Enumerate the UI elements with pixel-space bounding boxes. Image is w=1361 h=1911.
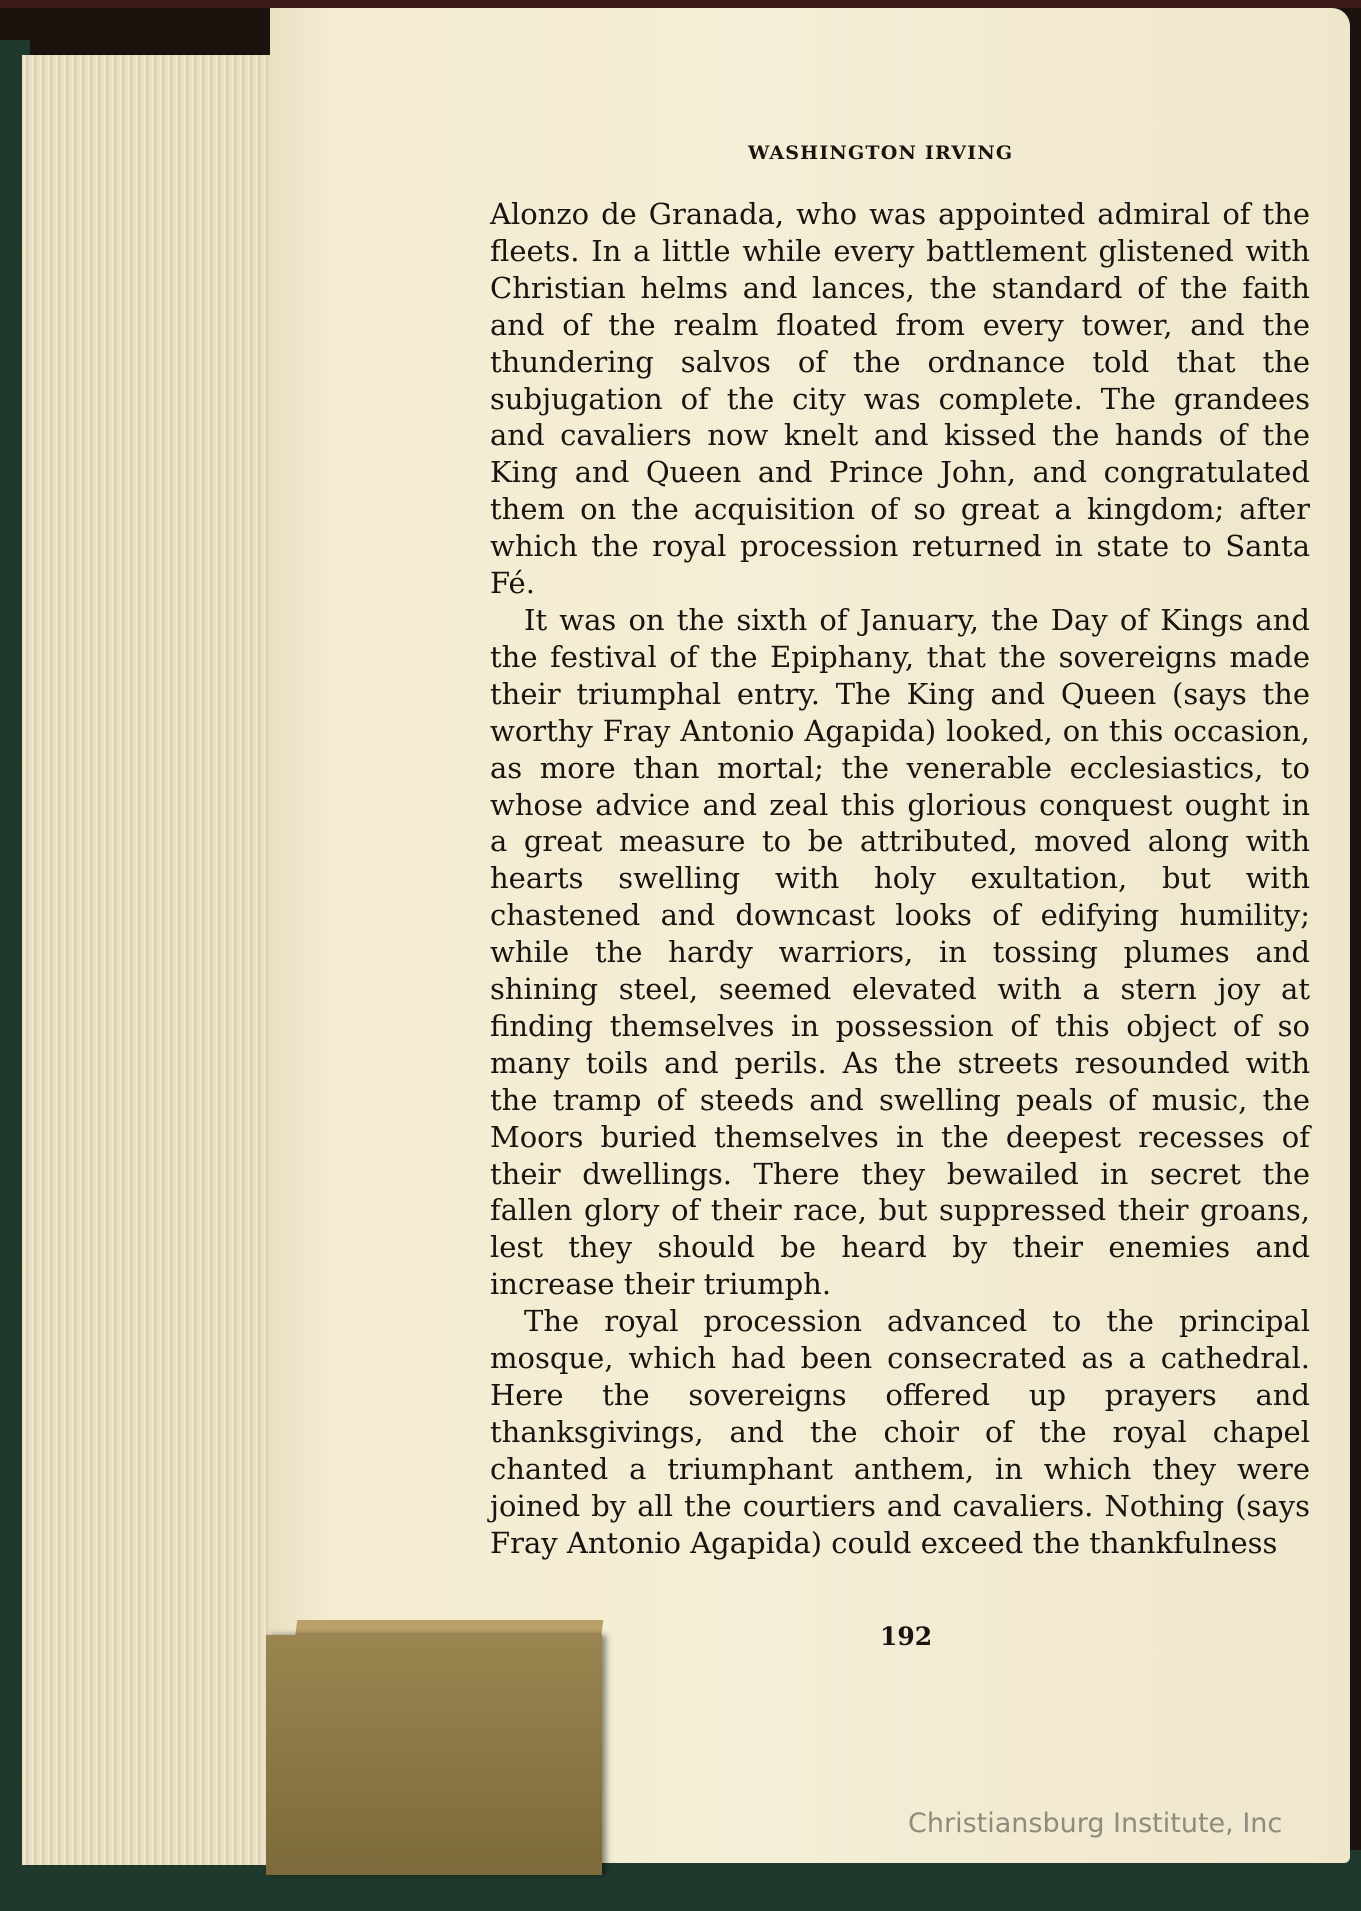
running-head: WASHINGTON IRVING <box>748 142 1014 164</box>
paragraph: Alonzo de Granada, who was appointed admiral of the fleets. In a little while every battlement glistened with Christian helms and lances, the standard of the faith and of the realm floated from every tower, and the thundering salvos of the ordnance told that the subjugation of the city was complete. The grandees and cavaliers now knelt and kissed the hands of the King and Queen and Prince John, and congratulated them on the acquisition of so great a kingdom; after which the royal procession returned in state to Santa Fé. <box>490 197 1310 601</box>
paragraph: It was on the sixth of January, the Day of Kings and the festival of the Epiphany, that the sovereigns made their triumphal entry. The King and Queen (says the worthy Fray Antonio Agapida) looked, on this occasion, as more than mortal; the venerable ecclesiastics, to whose advice and zeal this glorious conquest ought in a great measure to be attributed, moved along with hearts swelling with holy exultation, but with chastened and downcast looks of edifying humility; while the hardy warriors, in tossing plumes and shining steel, seemed elevated with a stern joy at finding themselves in possession of this object of so many toils and perils. As the streets resounded with the tramp of steeds and swelling peals of music, the Moors buried themselves in the deepest recesses of their dwellings. There they bewailed in secret the fallen glory of their race, but suppressed their groans, lest they should be heard by their enemies and increase their triumph. <box>490 602 1310 1302</box>
watermark: Christiansburg Institute, Inc <box>908 1808 1283 1839</box>
top-cover-edge <box>0 0 1361 8</box>
paragraph: The royal procession advanced to the principal mosque, which had been consecrated as a cathedral. Here the sovereigns offered up prayers and thanksgivings, and the choir of the royal chapel chanted a triumphant anthem, in which they were joined by all the courtiers and cavaliers. Nothing (says Fray Antonio Agapida) could exceed the thankfulness <box>490 1304 1310 1560</box>
body-text <box>490 196 1310 1562</box>
page-edges <box>22 55 283 1865</box>
bookmark-block <box>266 1635 602 1875</box>
page-number: 192 <box>880 1622 933 1651</box>
